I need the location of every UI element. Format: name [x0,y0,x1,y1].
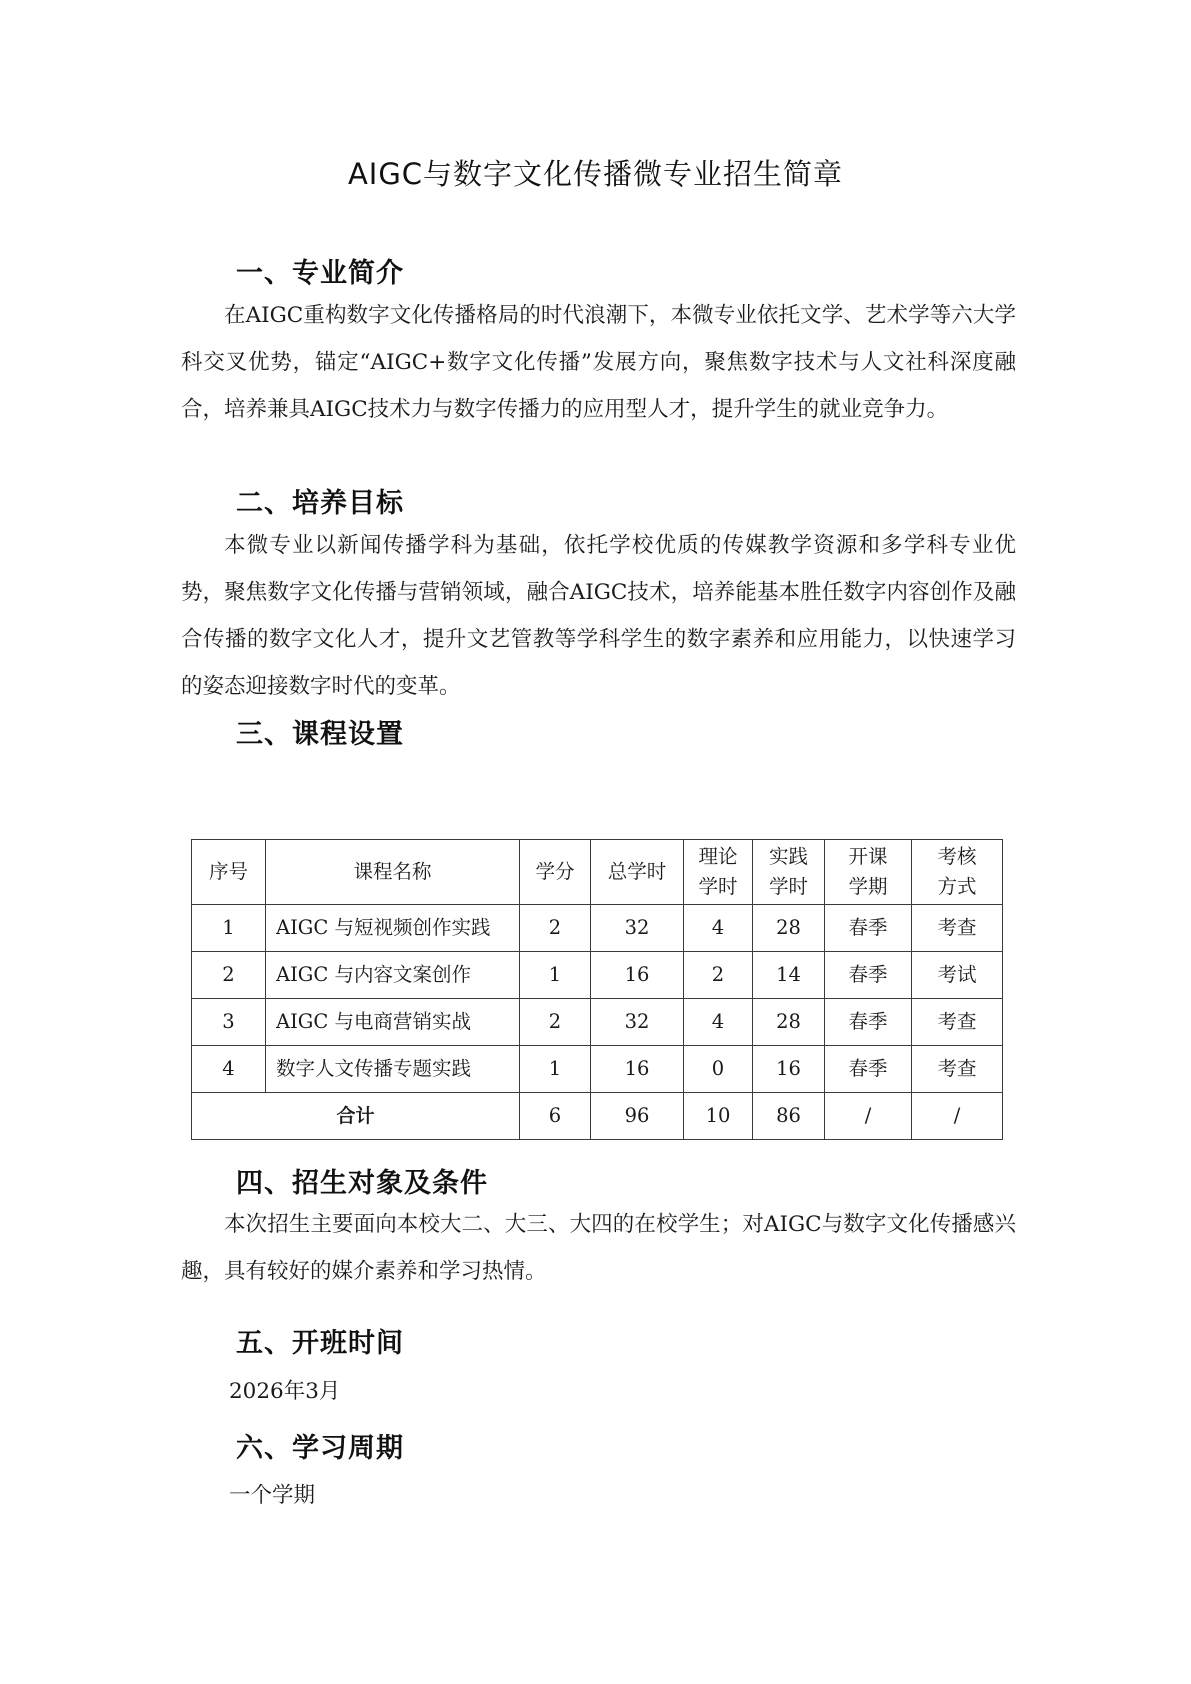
cell-theory-hours: 4 [684,905,753,952]
cell-no: 4 [192,1046,266,1093]
table-row [192,905,1003,952]
table-header-row [192,840,1003,905]
header-term: 开课 学期 [825,840,912,905]
total-term: / [825,1093,912,1140]
cell-term: 春季 [825,1046,912,1093]
total-theory-hours: 10 [684,1093,753,1140]
table-total-row [192,1093,1003,1140]
section-heading-objectives: 二、培养目标 [236,488,404,519]
cell-no: 3 [192,999,266,1046]
section-heading-study-period: 六、学习周期 [236,1433,404,1464]
cell-assessment: 考试 [912,952,1003,999]
section-body-objectives: 本微专业以新闻传播学科为基础，依托学校优质的传媒教学资源和多学科专业优势，聚焦数字文化传播与营销领域，融合AIGC技术，培养能基本胜任数字内容创作及融合传播的数字文化人才，提升文艺管教等学科学生的数字素养和应用能力，以快速学习的姿态迎接数字时代的变革。 [181,533,1016,699]
table-row [192,999,1003,1046]
total-practice-hours: 86 [753,1093,825,1140]
section-heading-curriculum: 三、课程设置 [236,719,404,750]
header-course-name: 课程名称 [266,840,520,905]
cell-practice-hours: 28 [753,999,825,1046]
total-assessment: / [912,1093,1003,1140]
cell-term: 春季 [825,905,912,952]
cell-theory-hours: 2 [684,952,753,999]
header-credits: 学分 [520,840,591,905]
cell-assessment: 考查 [912,999,1003,1046]
header-assessment: 考核 方式 [912,840,1003,905]
total-hours: 96 [591,1093,684,1140]
cell-no: 1 [192,905,266,952]
total-credits: 6 [520,1093,591,1140]
section-body-introduction: 在AIGC重构数字文化传播格局的时代浪潮下，本微专业依托文学、艺术学等六大学科交叉优势，锚定“AIGC+数字文化传播”发展方向，聚焦数字技术与人文社科深度融合，培养兼具AIGC技术力与数字传播力的应用型人才，提升学生的就业竞争力。 [181,303,1016,422]
cell-total-hours: 16 [591,1046,684,1093]
header-no: 序号 [192,840,266,905]
cell-term: 春季 [825,952,912,999]
cell-credits: 1 [520,1046,591,1093]
header-theory-hours: 理论 学时 [684,840,753,905]
section-heading-start-date: 五、开班时间 [236,1328,404,1359]
cell-term: 春季 [825,999,912,1046]
header-practice-hours: 实践 学时 [753,840,825,905]
cell-no: 2 [192,952,266,999]
cell-total-hours: 16 [591,952,684,999]
cell-course-name: AIGC 与电商营销实战 [266,999,520,1046]
cell-assessment: 考查 [912,1046,1003,1093]
document-title: AIGC与数字文化传播微专业招生简章 [347,157,844,191]
course-table [191,839,1003,1140]
cell-credits: 2 [520,905,591,952]
cell-total-hours: 32 [591,905,684,952]
cell-course-name: 数字人文传播专题实践 [266,1046,520,1093]
cell-theory-hours: 0 [684,1046,753,1093]
cell-assessment: 考查 [912,905,1003,952]
table-row [192,952,1003,999]
header-total-hours: 总学时 [591,840,684,905]
cell-practice-hours: 28 [753,905,825,952]
cell-course-name: AIGC 与短视频创作实践 [266,905,520,952]
section-body-eligibility: 本次招生主要面向本校大二、大三、大四的在校学生；对AIGC与数字文化传播感兴趣，具有较好的媒介素养和学习热情。 [181,1212,1016,1284]
total-label: 合计 [192,1093,520,1140]
cell-credits: 1 [520,952,591,999]
cell-practice-hours: 14 [753,952,825,999]
cell-course-name: AIGC 与内容文案创作 [266,952,520,999]
cell-credits: 2 [520,999,591,1046]
cell-practice-hours: 16 [753,1046,825,1093]
section-heading-introduction: 一、专业简介 [236,258,404,289]
section-body-study-period: 一个学期 [229,1483,316,1508]
section-body-start-date: 2026年3月 [229,1379,341,1404]
section-heading-eligibility: 四、招生对象及条件 [236,1168,488,1199]
cell-theory-hours: 4 [684,999,753,1046]
table-row [192,1046,1003,1093]
cell-total-hours: 32 [591,999,684,1046]
